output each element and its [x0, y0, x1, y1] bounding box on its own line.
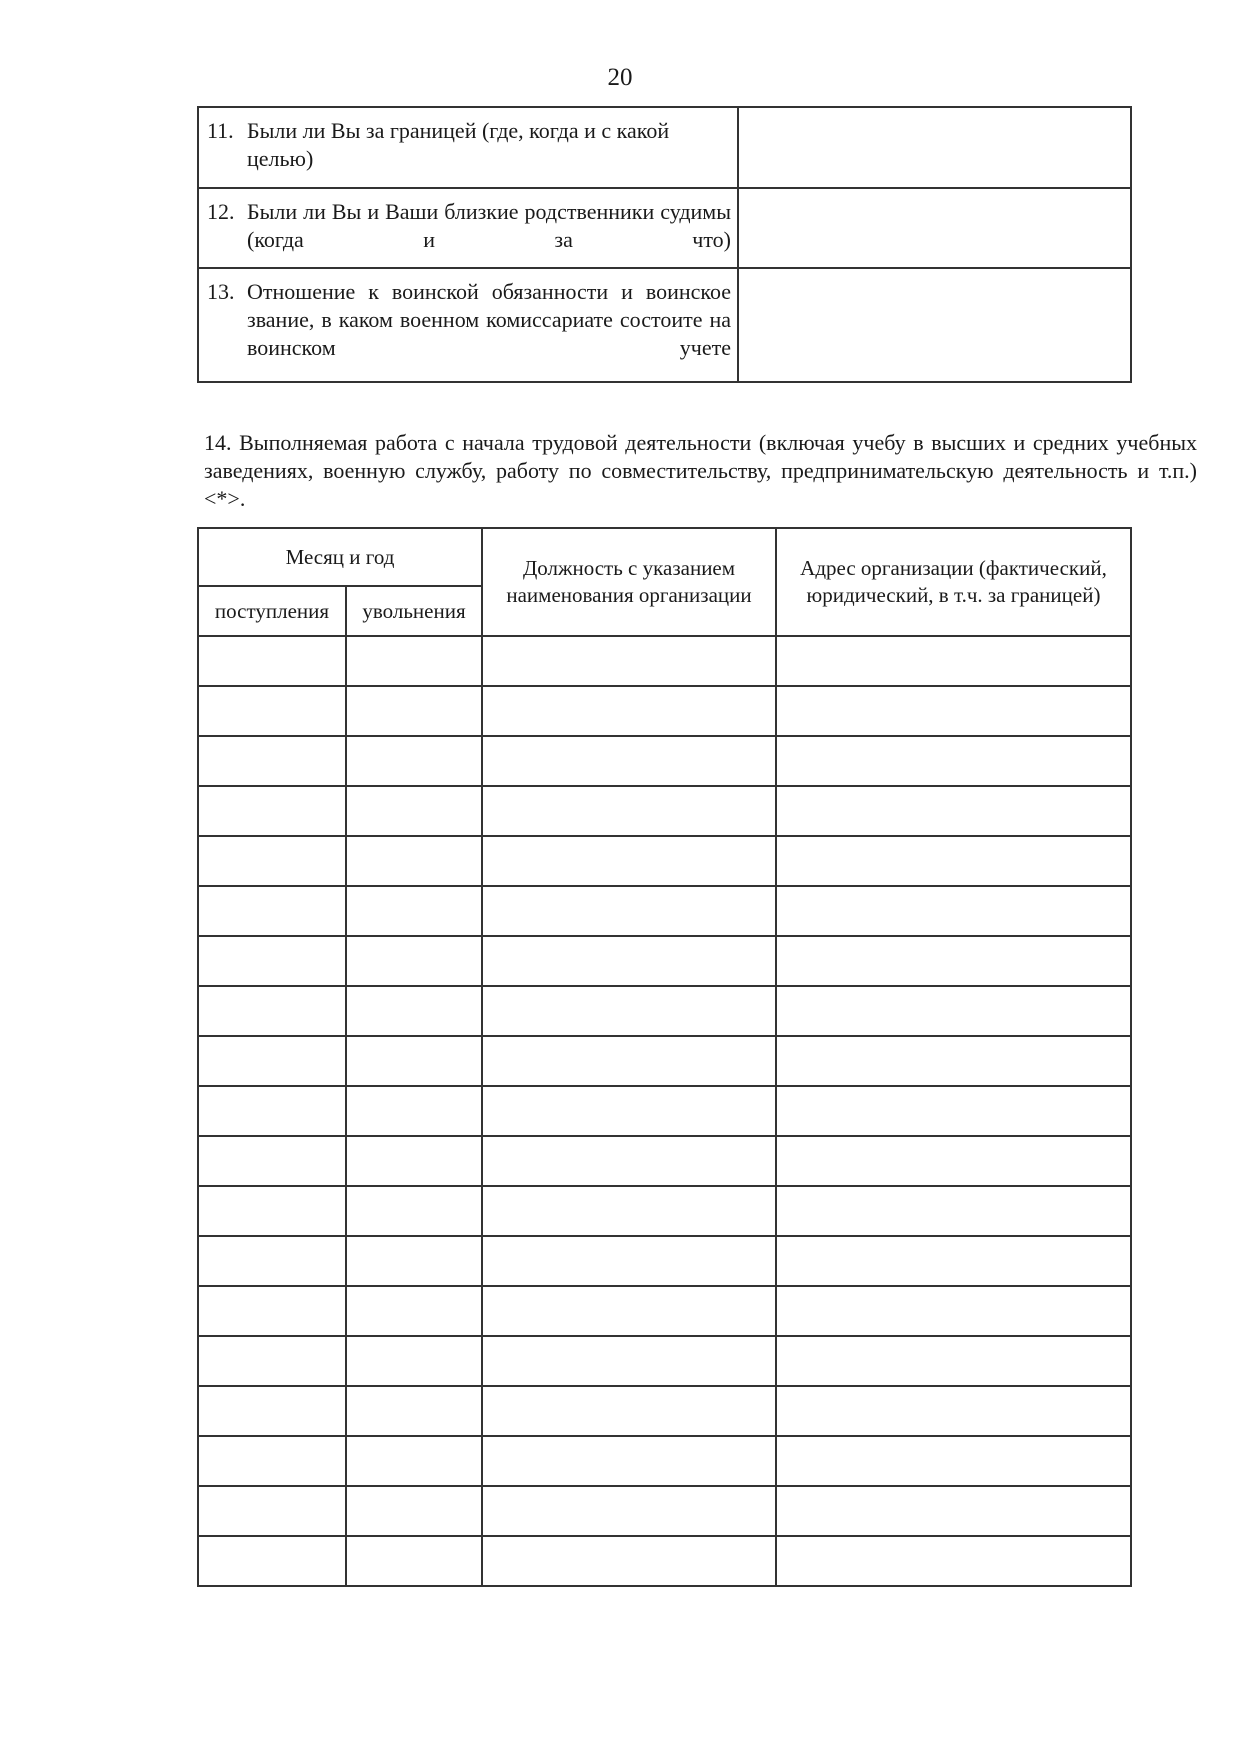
start-date-field[interactable] [198, 886, 346, 936]
end-date-field[interactable] [346, 786, 482, 836]
address-field[interactable] [776, 1536, 1131, 1586]
position-field[interactable] [482, 886, 776, 936]
page-number: 20 [607, 64, 633, 91]
address-field[interactable] [776, 1336, 1131, 1386]
end-date-field[interactable] [346, 1186, 482, 1236]
table-row [198, 636, 1131, 686]
question-row-12 [198, 188, 1131, 268]
address-field[interactable] [776, 786, 1131, 836]
question-cell [198, 188, 738, 268]
end-date-field[interactable] [346, 986, 482, 1036]
start-date-field[interactable] [198, 1036, 346, 1086]
position-field[interactable] [482, 1386, 776, 1436]
position-field[interactable] [482, 1536, 776, 1586]
address-field[interactable] [776, 1086, 1131, 1136]
address-field[interactable] [776, 936, 1131, 986]
end-date-field[interactable] [346, 1286, 482, 1336]
end-date-field[interactable] [346, 1036, 482, 1086]
position-field[interactable] [482, 1236, 776, 1286]
address-field[interactable] [776, 686, 1131, 736]
position-field[interactable] [482, 836, 776, 886]
position-field[interactable] [482, 1336, 776, 1386]
table-row [198, 936, 1131, 986]
position-field[interactable] [482, 1036, 776, 1086]
end-date-field[interactable] [346, 936, 482, 986]
table-row [198, 1436, 1131, 1486]
start-date-field[interactable] [198, 1236, 346, 1286]
start-date-field[interactable] [198, 1386, 346, 1436]
work-history-table [197, 527, 1132, 1587]
section-14-text: 14. Выполняемая работа с начала трудовой деятельности (включая учебу в высших и средних учебных заведениях, военную службу, работу по совместительству, предпринимательскую деятельность и т.п.) <*>. [204, 430, 1197, 511]
end-date-field[interactable] [346, 636, 482, 686]
header-position: Должность с указанием наименования организации [482, 528, 776, 636]
address-field[interactable] [776, 1386, 1131, 1436]
end-date-field[interactable] [346, 1136, 482, 1186]
end-date-field[interactable] [346, 1086, 482, 1136]
start-date-field[interactable] [198, 686, 346, 736]
table-row [198, 1336, 1131, 1386]
header-address: Адрес организации (фактический, юридический, в т.ч. за границей) [776, 528, 1131, 636]
start-date-field[interactable] [198, 1186, 346, 1236]
table-row [198, 886, 1131, 936]
address-field[interactable] [776, 1486, 1131, 1536]
table-row [198, 1086, 1131, 1136]
question-text: Были ли Вы за границей (где, когда и с какой целью) [247, 118, 670, 171]
end-date-field[interactable] [346, 1436, 482, 1486]
table-row [198, 836, 1131, 886]
header-end: увольнения [346, 586, 482, 636]
question-text: Отношение к воинской обязанности и воинское звание, в каком военном комиссариате состоите на воинском учете [247, 279, 731, 360]
table-row [198, 1136, 1131, 1186]
address-field[interactable] [776, 636, 1131, 686]
table-row [198, 1536, 1131, 1586]
position-field[interactable] [482, 986, 776, 1036]
address-field[interactable] [776, 1136, 1131, 1186]
work-table-body [198, 636, 1131, 1586]
table-row [198, 686, 1131, 736]
address-field[interactable] [776, 1236, 1131, 1286]
question-text: Были ли Вы и Ваши близкие родственники судимы (когда и за что) [247, 199, 731, 252]
address-field[interactable] [776, 1036, 1131, 1086]
address-field[interactable] [776, 986, 1131, 1036]
address-field[interactable] [776, 1436, 1131, 1486]
start-date-field[interactable] [198, 836, 346, 886]
table-row [198, 1486, 1131, 1536]
position-field[interactable] [482, 786, 776, 836]
end-date-field[interactable] [346, 736, 482, 786]
table-row [198, 786, 1131, 836]
position-field[interactable] [482, 1436, 776, 1486]
end-date-field[interactable] [346, 886, 482, 936]
address-field[interactable] [776, 1286, 1131, 1336]
end-date-field[interactable] [346, 686, 482, 736]
start-date-field[interactable] [198, 986, 346, 1036]
table-row [198, 736, 1131, 786]
end-date-field[interactable] [346, 1486, 482, 1536]
table-row [198, 1286, 1131, 1336]
start-date-field[interactable] [198, 1536, 346, 1586]
start-date-field[interactable] [198, 936, 346, 986]
start-date-field[interactable] [198, 736, 346, 786]
table-row [198, 1036, 1131, 1086]
position-field[interactable] [482, 1286, 776, 1336]
end-date-field[interactable] [346, 1236, 482, 1286]
start-date-field[interactable] [198, 1336, 346, 1386]
position-field[interactable] [482, 736, 776, 786]
start-date-field[interactable] [198, 636, 346, 686]
question-number: 13. [207, 279, 235, 304]
end-date-field[interactable] [346, 1336, 482, 1386]
start-date-field[interactable] [198, 1486, 346, 1536]
answer-field-12[interactable] [738, 188, 1131, 268]
end-date-field[interactable] [346, 1386, 482, 1436]
position-field[interactable] [482, 936, 776, 986]
header-month-year: Месяц и год [198, 528, 482, 586]
table-row [198, 1386, 1131, 1436]
question-cell [198, 107, 738, 188]
start-date-field[interactable] [198, 1086, 346, 1136]
position-field[interactable] [482, 1486, 776, 1536]
question-row-13 [198, 268, 1131, 382]
table-row [198, 1186, 1131, 1236]
start-date-field[interactable] [198, 1136, 346, 1186]
question-cell [198, 268, 738, 382]
address-field[interactable] [776, 836, 1131, 886]
question-number: 12. [207, 199, 235, 224]
question-number: 11. [207, 118, 234, 143]
start-date-field[interactable] [198, 786, 346, 836]
question-row-11 [198, 107, 1131, 188]
address-field[interactable] [776, 886, 1131, 936]
end-date-field[interactable] [346, 836, 482, 886]
table-row [198, 1236, 1131, 1286]
header-row [198, 528, 1131, 586]
address-field[interactable] [776, 736, 1131, 786]
position-field[interactable] [482, 1186, 776, 1236]
start-date-field[interactable] [198, 1436, 346, 1486]
position-field[interactable] [482, 1136, 776, 1186]
answer-field-13[interactable] [738, 268, 1131, 382]
end-date-field[interactable] [346, 1536, 482, 1586]
header-start: поступления [198, 586, 346, 636]
position-field[interactable] [482, 1086, 776, 1136]
position-field[interactable] [482, 636, 776, 686]
answer-field-11[interactable] [738, 107, 1131, 188]
table-row [198, 986, 1131, 1036]
questions-table [197, 106, 1132, 383]
start-date-field[interactable] [198, 1286, 346, 1336]
position-field[interactable] [482, 686, 776, 736]
address-field[interactable] [776, 1186, 1131, 1236]
